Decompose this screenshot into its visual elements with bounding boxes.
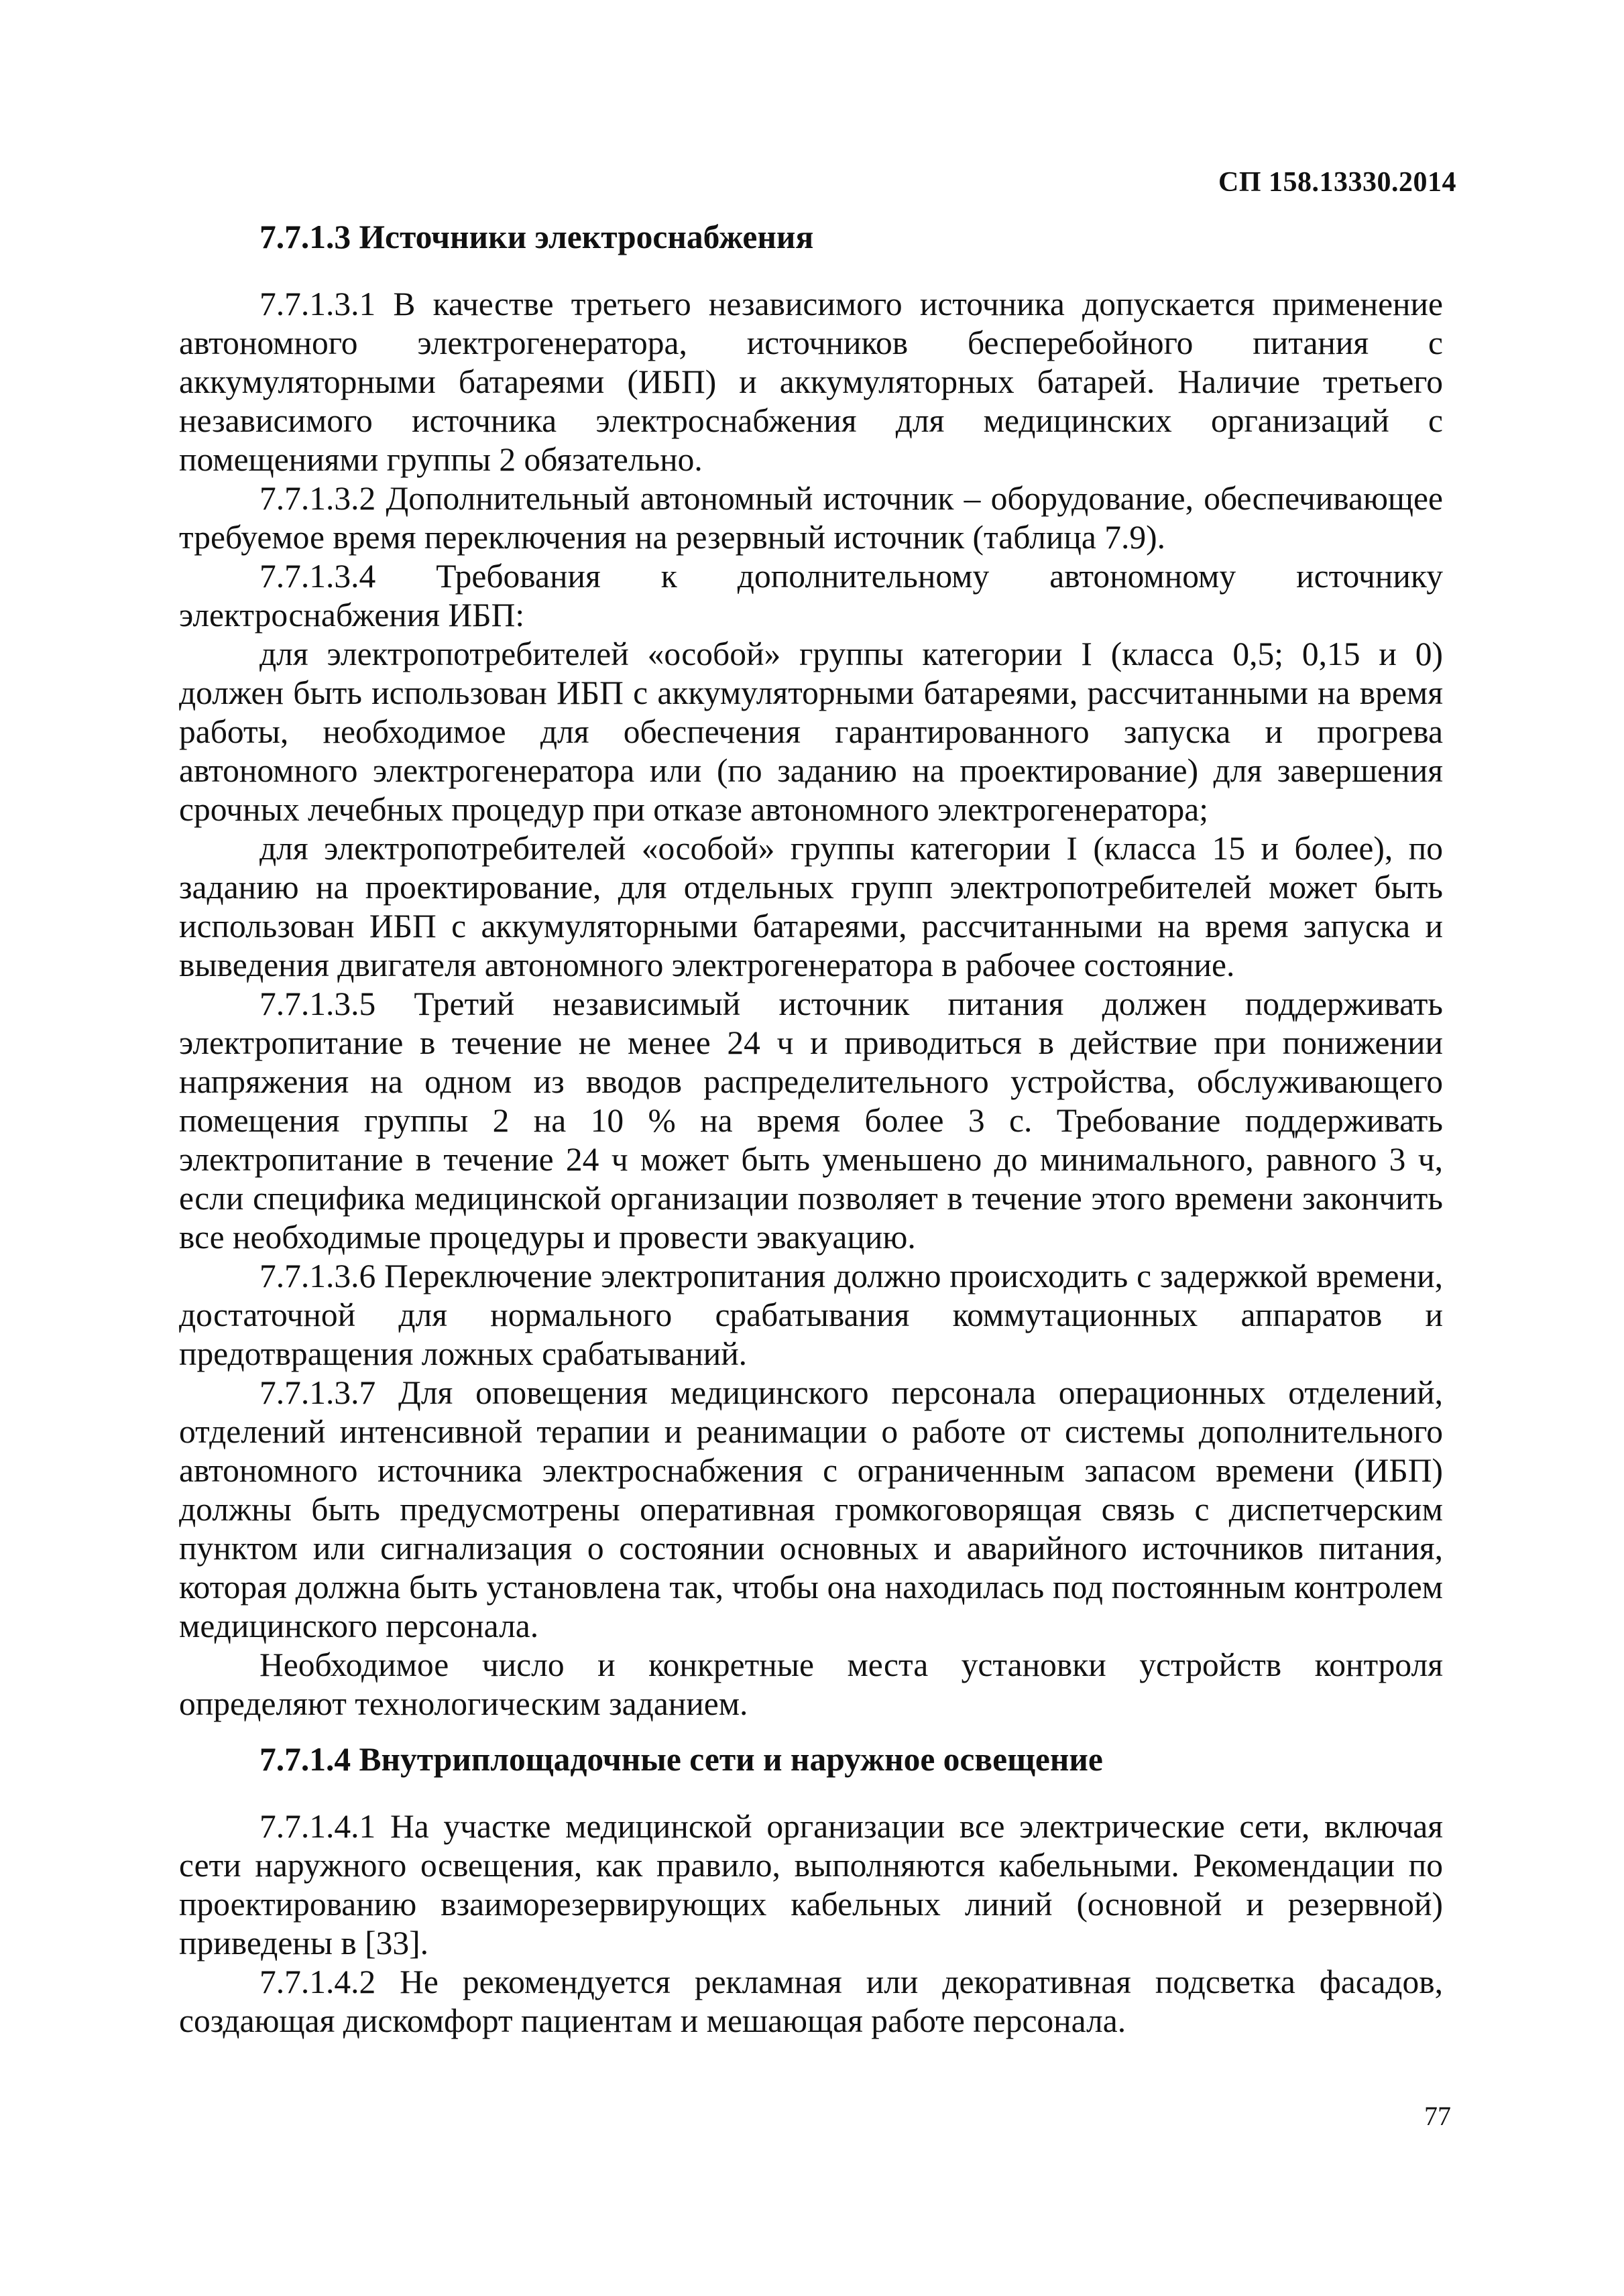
- paragraph-7-7-1-3-4: 7.7.1.3.4 Требования к дополнительному автономному источнику электроснабжения ИБП:: [179, 558, 1443, 633]
- paragraph-7-7-1-3-1: 7.7.1.3.1 В качестве третьего независимого источника допускается применение автономного электрогенератора, источников бесперебойного питания с аккумуляторными батареями (ИБП) и аккумуляторных батарей. Наличие третьего независимого источника электроснабжения для медицинских организаций с помещениями группы 2 обязательно.: [179, 286, 1443, 478]
- paragraph-control-devices: Необходимое число и конкретные места установки устройств контроля определяют технологическим заданием.: [179, 1646, 1443, 1722]
- paragraph-ups-special-group-high: для электропотребителей «особой» группы категории I (класса 15 и более), по заданию на проектирование, для отдельных групп электропотребителей может быть использован ИБП с аккумуляторными батареями, рассчитанными на время запуска и выведения двигателя автономного электрогенератора в рабочее состояние.: [179, 830, 1443, 983]
- paragraph-7-7-1-3-7: 7.7.1.3.7 Для оповещения медицинского персонала операционных отделений, отделений интенсивной терапии и реанимации о работе от системы дополнительного автономного источника электроснабжения с ограниченным запасом времени (ИБП) должны быть предусмотрены оперативная громкоговорящая связь с диспетчерским пунктом или сигнализация о состоянии основных и аварийного источников питания, которая должна быть установлена так, чтобы она находилась под постоянным контролем медицинского персонала.: [179, 1374, 1443, 1644]
- paragraph-7-7-1-3-2: 7.7.1.3.2 Дополнительный автономный источник – оборудование, обеспечивающее требуемое время переключения на резервный источник (таблица 7.9).: [179, 480, 1443, 556]
- paragraph-7-7-1-3-6: 7.7.1.3.6 Переключение электропитания должно происходить с задержкой времени, достаточной для нормального срабатывания коммутационных аппаратов и предотвращения ложных срабатываний.: [179, 1258, 1443, 1372]
- paragraph-7-7-1-4-2: 7.7.1.4.2 Не рекомендуется рекламная или декоративная подсветка фасадов, создающая дискомфорт пациентам и мешающая работе персонала.: [179, 1963, 1443, 2039]
- document-code: СП 158.13330.2014: [1218, 167, 1456, 198]
- page-content: [179, 201, 1443, 2041]
- section-heading-7-7-1-4: 7.7.1.4 Внутриплощадочные сети и наружное освещение: [259, 1741, 1103, 1778]
- section-heading-7-7-1-3: 7.7.1.3 Источники электроснабжения: [259, 219, 814, 255]
- paragraph-ups-special-group-low: для электропотребителей «особой» группы категории I (класса 0,5; 0,15 и 0) должен быть использован ИБП с аккумуляторными батареями, рассчитанными на время работы, необходимое для обеспечения гарантированного запуска и прогрева автономного электрогенератора или (по заданию на проектирование) для завершения срочных лечебных процедур при отказе автономного электрогенератора;: [179, 636, 1443, 828]
- paragraph-7-7-1-3-5: 7.7.1.3.5 Третий независимый источник питания должен поддерживать электропитание в течение не менее 24 ч и приводиться в действие при понижении напряжения на одном из вводов распределительного устройства, обслуживающего помещения группы 2 на 10 % на время более 3 с. Требование поддерживать электропитание в течение 24 ч может быть уменьшено до минимального, равного 3 ч, если специфика медицинской организации позволяет в течение этого времени закончить все необходимые процедуры и провести эвакуацию.: [179, 985, 1443, 1256]
- paragraph-7-7-1-4-1: 7.7.1.4.1 На участке медицинской организации все электрические сети, включая сети наружного освещения, как правило, выполняются кабельными. Рекомендации по проектированию взаиморезервирующих кабельных линий (основной и резервной) приведены в [33].: [179, 1808, 1443, 1961]
- page-number: 77: [1424, 2101, 1451, 2131]
